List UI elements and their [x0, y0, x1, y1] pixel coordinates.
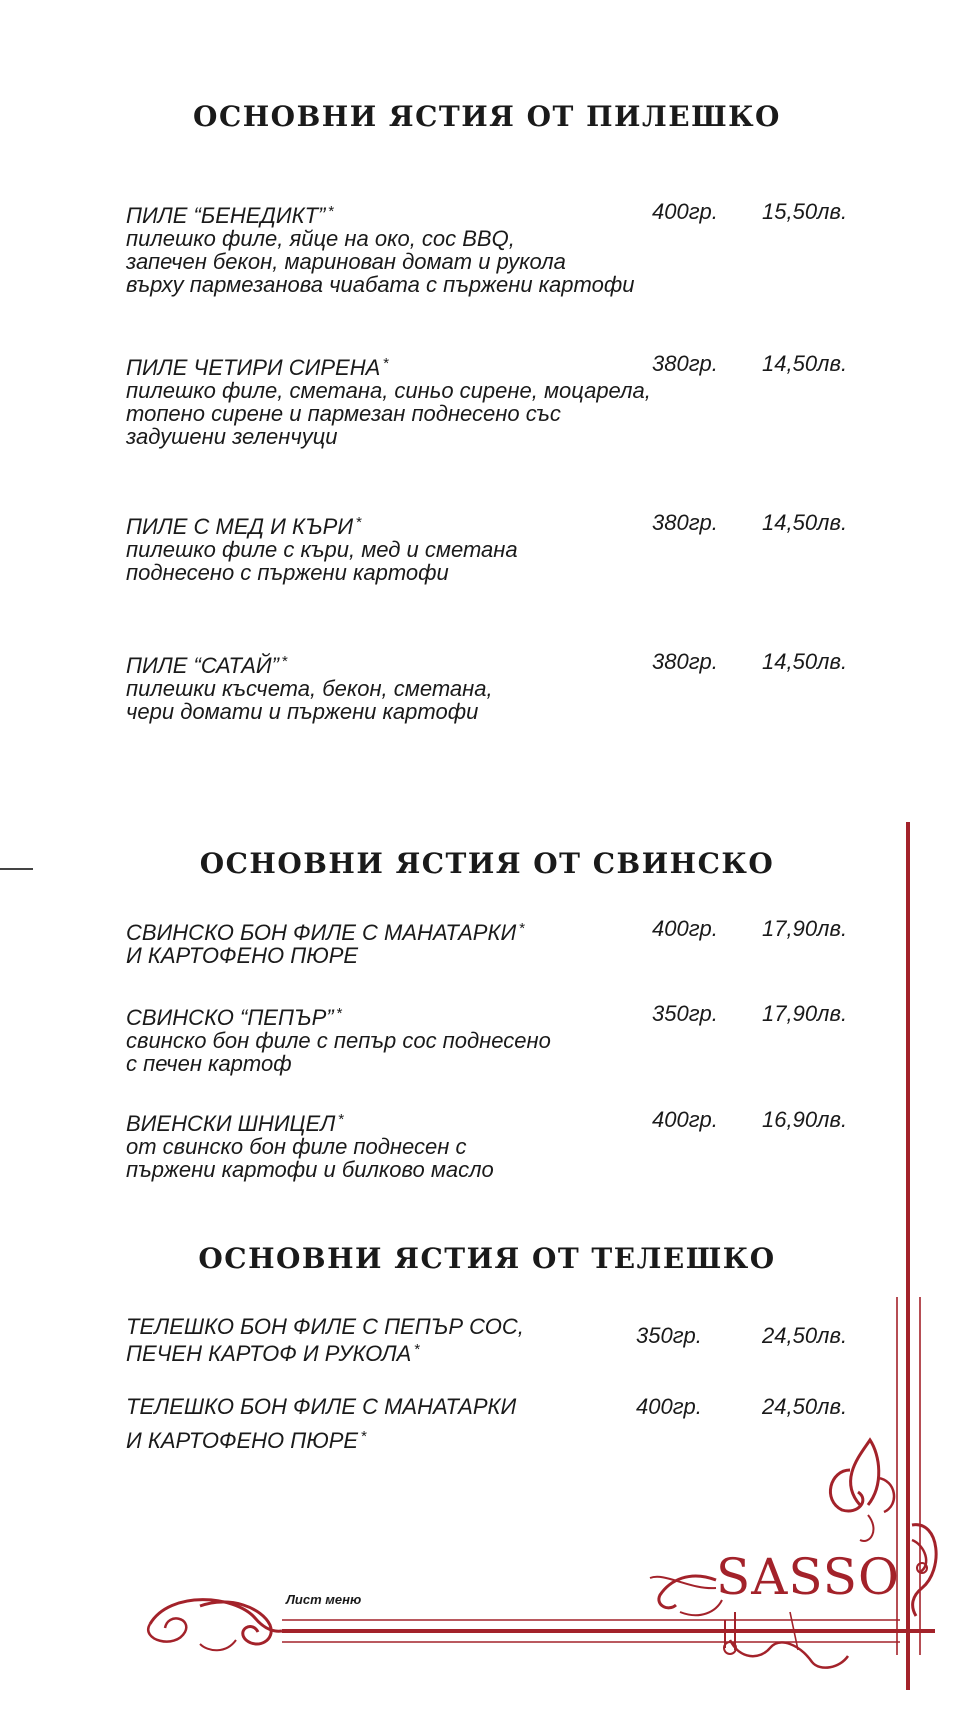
item-description: И КАРТОФЕНО ПЮРЕ: [126, 943, 359, 968]
menu-item: [126, 1395, 876, 1452]
sasso-logo: SASSO: [716, 1548, 900, 1606]
item-price: 14,50лв.: [762, 649, 848, 674]
asterisk-mark: *: [519, 920, 526, 937]
menu-item: [126, 511, 876, 584]
item-name: ПИЛЕ “БЕНЕДИКТ”: [126, 203, 326, 228]
item-price: 17,90лв.: [762, 916, 848, 941]
section-title-veal: ОСНОВНИ ЯСТИЯ ОТ ТЕЛЕШКО: [198, 1242, 776, 1275]
item-name-continued: И КАРТОФЕНО ПЮРЕ: [126, 1428, 359, 1453]
asterisk-mark: *: [336, 1005, 343, 1022]
item-price: 14,50лв.: [762, 510, 848, 535]
item-name: ТЕЛЕШКО БОН ФИЛЕ С МАНАТАРКИ: [126, 1394, 517, 1419]
footer-label: Лист меню: [286, 1592, 362, 1607]
item-name: ПИЛЕ С МЕД И КЪРИ: [126, 514, 354, 539]
item-name: СВИНСКО БОН ФИЛЕ С МАНАТАРКИ: [126, 920, 517, 945]
item-price: 17,90лв.: [762, 1001, 848, 1026]
item-description: свинско бон филе с пепър сос поднесено с печен картоф: [126, 1028, 551, 1076]
section-title-chicken: ОСНОВНИ ЯСТИЯ ОТ ПИЛЕШКО: [193, 100, 781, 133]
asterisk-mark: *: [338, 1111, 345, 1128]
item-weight: 350гр.: [636, 1323, 702, 1348]
asterisk-mark: *: [361, 1428, 367, 1445]
asterisk-mark: *: [328, 203, 335, 220]
menu-item: [126, 352, 876, 448]
item-name: ПИЛЕ ЧЕТИРИ СИРЕНА: [126, 355, 381, 380]
menu-item: [126, 917, 876, 967]
item-description: пилешки късчета, бекон, сметана, чери домати и пържени картофи: [126, 676, 493, 724]
item-description: пилешко филе, яйце на око, сос BBQ, запечен бекон, маринован домат и рукола върху пармезанова чиабата с пържени картофи: [126, 226, 635, 297]
item-weight: 400гр.: [636, 1394, 702, 1419]
asterisk-mark: *: [356, 514, 362, 531]
item-price: 24,50лв.: [762, 1323, 848, 1348]
item-weight: 380гр.: [652, 351, 718, 376]
asterisk-mark: *: [281, 653, 288, 670]
asterisk-mark: *: [414, 1341, 421, 1358]
item-price: 15,50лв.: [762, 199, 848, 224]
item-weight: 350гр.: [652, 1001, 718, 1026]
item-name-continued: ПЕЧЕН КАРТОФ И РУКОЛА: [126, 1341, 412, 1366]
item-price: 16,90лв.: [762, 1107, 848, 1132]
item-name: ВИЕНСКИ ШНИЦЕЛ: [126, 1111, 336, 1136]
asterisk-mark: *: [383, 355, 390, 372]
section-title-pork: ОСНОВНИ ЯСТИЯ ОТ СВИНСКО: [199, 847, 775, 880]
menu-item: [126, 650, 876, 723]
item-description: пилешко филе с къри, мед и сметана поднесено с пържени картофи: [126, 537, 518, 585]
menu-item: [126, 1002, 876, 1075]
menu-item: [126, 200, 876, 296]
item-price: 14,50лв.: [762, 351, 848, 376]
item-price: 24,50лв.: [762, 1394, 848, 1419]
item-weight: 400гр.: [652, 916, 718, 941]
item-weight: 400гр.: [652, 199, 718, 224]
menu-item: [126, 1315, 876, 1365]
item-description: от свинско бон филе поднесен с пържени картофи и билково масло: [126, 1134, 494, 1182]
item-name: ТЕЛЕШКО БОН ФИЛЕ С ПЕПЪР СОС,: [126, 1314, 524, 1339]
item-description: пилешко филе, сметана, синьо сирене, моцарела, топено сирене и пармезан поднесено със задушени зеленчуци: [126, 378, 651, 449]
menu-item: [126, 1108, 876, 1181]
item-weight: 380гр.: [652, 649, 718, 674]
item-name: ПИЛЕ “САТАЙ”: [126, 653, 279, 678]
item-weight: 400гр.: [652, 1107, 718, 1132]
item-name: СВИНСКО “ПЕПЪР”: [126, 1005, 334, 1030]
item-weight: 380гр.: [652, 510, 718, 535]
